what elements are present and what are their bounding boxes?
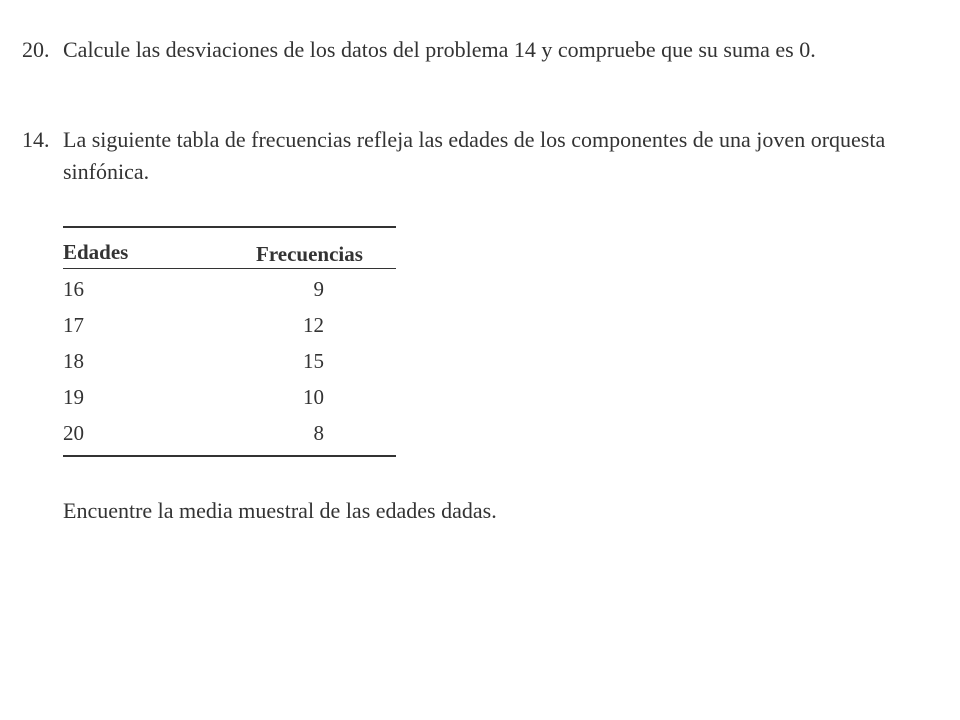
problem-number: 20. xyxy=(22,37,50,62)
question-text: Encuentre la media muestral de las edades dadas. xyxy=(63,498,497,523)
cell-age: 19 xyxy=(63,385,84,409)
cell-age: 17 xyxy=(63,313,84,337)
cell-age: 16 xyxy=(63,277,84,301)
frequency-table xyxy=(63,226,396,457)
table-bottom-rule xyxy=(63,455,396,457)
problem-text: La siguiente tabla de frecuencias refleja las edades de los componentes de una joven orquesta sinfónica. xyxy=(63,127,886,184)
table-row xyxy=(63,275,396,311)
cell-frequency: 8 xyxy=(313,421,324,445)
cell-frequency: 12 xyxy=(303,313,324,337)
column-header-frecuencias: Frecuencias xyxy=(256,242,363,266)
cell-age: 20 xyxy=(63,421,84,445)
cell-frequency: 10 xyxy=(303,385,324,409)
problem-number: 14. xyxy=(22,127,50,152)
cell-age: 18 xyxy=(63,349,84,373)
column-header-edades: Edades xyxy=(63,240,129,264)
table-row xyxy=(63,383,396,419)
cell-frequency: 9 xyxy=(313,277,324,301)
table-body xyxy=(63,275,396,455)
table-header xyxy=(63,228,396,268)
table-row xyxy=(63,311,396,347)
cell-frequency: 15 xyxy=(303,349,324,373)
table-row xyxy=(63,419,396,455)
table-row xyxy=(63,347,396,383)
table-header-rule xyxy=(63,268,396,269)
problem-text: Calcule las desviaciones de los datos del problema 14 y compruebe que su suma es 0. xyxy=(63,37,816,62)
